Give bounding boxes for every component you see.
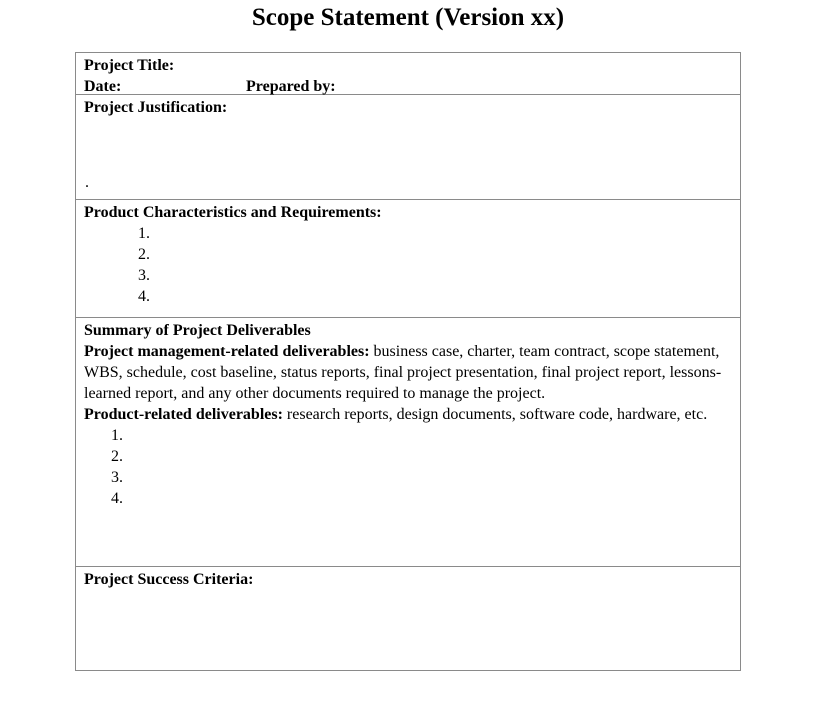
product-deliverables-text: research reports, design documents, software code, hardware, etc.: [282, 406, 708, 423]
list-item: 1.: [111, 427, 123, 444]
list-item: 4.: [138, 288, 150, 305]
scope-statement-form: [75, 52, 741, 671]
list-item: 4.: [111, 490, 123, 507]
list-item: 1.: [138, 225, 150, 242]
pm-deliverables-label: Project management-related deliverables:: [84, 343, 370, 360]
list-item: 2.: [111, 448, 123, 465]
list-item: 3.: [111, 469, 123, 486]
product-characteristics-label: Product Characteristics and Requirements:: [84, 204, 382, 221]
project-justification-section: [76, 95, 740, 200]
pm-deliverables-text: business case, charter, team contract, scope statement, WBS, schedule, cost baseline, status reports, final project presentation, final project report, lessons-learned report, and any other documents required to manage the project.: [84, 343, 722, 402]
list-item: 3.: [138, 267, 150, 284]
product-deliverables-label: Product-related deliverables:: [84, 406, 283, 423]
project-justification-label: Project Justification:: [84, 99, 228, 116]
document-title: Scope Statement (Version xx): [251, 4, 565, 31]
deliverables-heading: Summary of Project Deliverables: [84, 322, 311, 339]
pm-deliverables-paragraph: [84, 341, 732, 404]
deliverables-summary-section: [76, 318, 740, 567]
deliverables-list: [84, 425, 732, 509]
list-item: 2.: [138, 246, 150, 263]
product-deliverables-paragraph: [84, 404, 732, 425]
date-label: Date:: [84, 78, 122, 95]
project-info-section: [76, 53, 740, 95]
product-characteristics-section: [76, 200, 740, 318]
prepared-by-label: Prepared by:: [246, 78, 336, 95]
date-prepared-line: [84, 76, 732, 97]
characteristics-list: [84, 223, 732, 307]
stray-period-mark: .: [85, 174, 89, 191]
success-criteria-section: [76, 567, 740, 670]
project-title-label: Project Title:: [84, 57, 175, 74]
success-criteria-label: Project Success Criteria:: [84, 571, 254, 588]
